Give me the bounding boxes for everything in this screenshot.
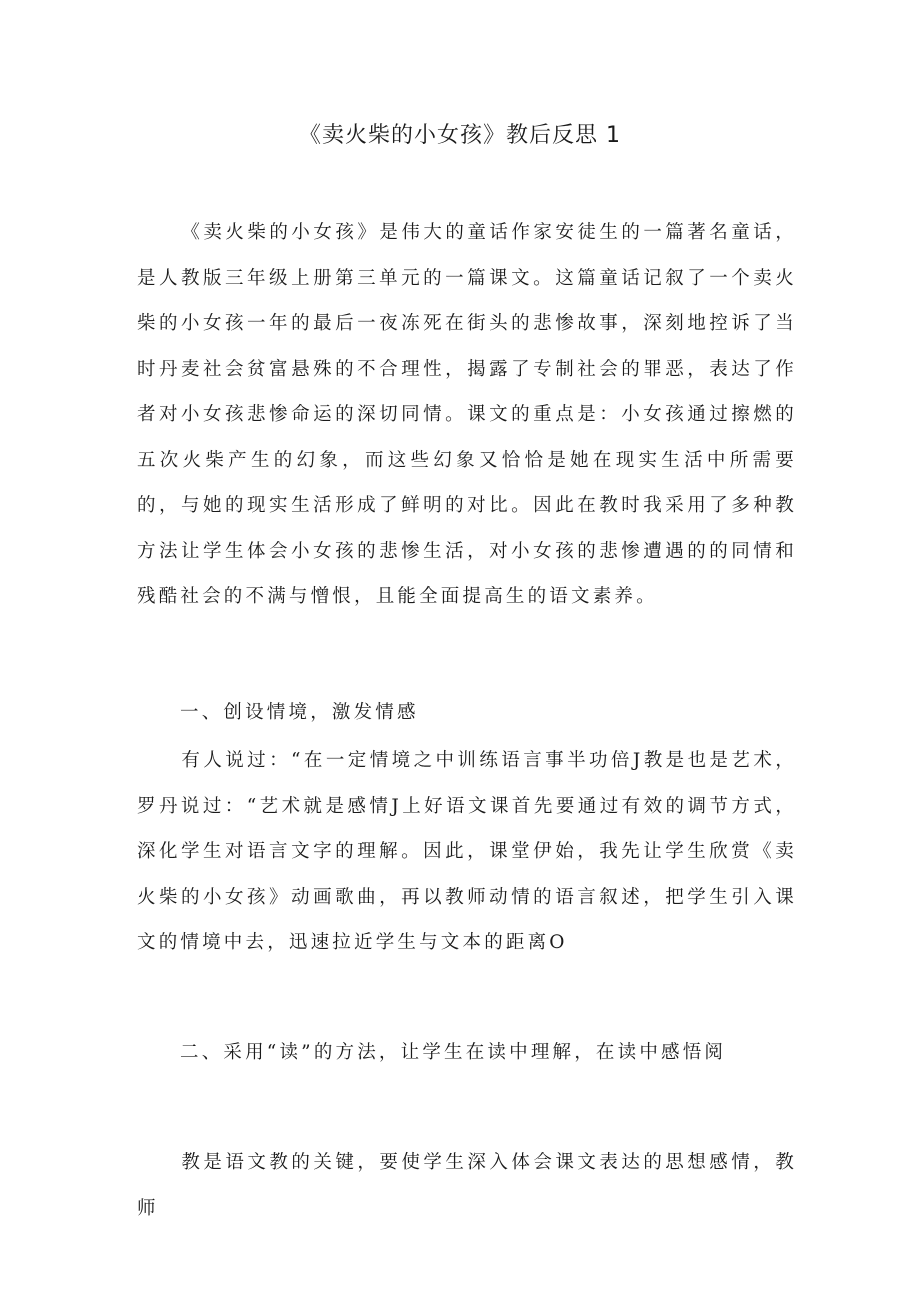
page-title: 《卖火柴的小女孩》教后反思 1 xyxy=(299,123,621,148)
paragraph-section-2: 教是语文教的关键，要使学生深入体会课文表达的思想感情，教师 xyxy=(137,1152,797,1219)
paragraph-section-1: 有人说过：“在一定情境之中训练语言事半功倍J教是也是艺术，罗丹说过：“艺术就是感情J上好语文课首先要通过有效的调节方式，深化学生对语言文字的理解。因此，课堂伊始，我先让学生欣赏《卖火柴的小女孩》动画歌曲，再以教师动情的语言叙述，把学生引入课文的情境中去，迅速拉近学生与文本的距离O xyxy=(137,750,797,953)
section-heading-1: 一、创设情境，激发情感 xyxy=(180,702,419,723)
section-heading-2: 二、采用“读”的方法，让学生在读中理解，在读中感悟阅 xyxy=(180,1042,727,1063)
paragraph-intro: 《卖火柴的小女孩》是伟大的童话作家安徒生的一篇著名童话，是人教版三年级上册第三单元的一篇课文。这篇童话记叙了一个卖火柴的小女孩一年的最后一夜冻死在街头的悲惨故事，深刻地控诉了当时丹麦社会贫富悬殊的不合理性，揭露了专制社会的罪恶，表达了作者对小女孩悲惨命运的深切同情。课文的重点是：小女孩通过擦燃的五次火柴产生的幻象，而这些幻象又恰恰是她在现实生活中所需要的，与她的现实生活形成了鲜明的对比。因此在教时我采用了多种教方法让学生体会小女孩的悲惨生活，对小女孩的悲惨遭遇的的同情和残酷社会的不满与憎恨，且能全面提高生的语文素养。 xyxy=(137,222,797,607)
